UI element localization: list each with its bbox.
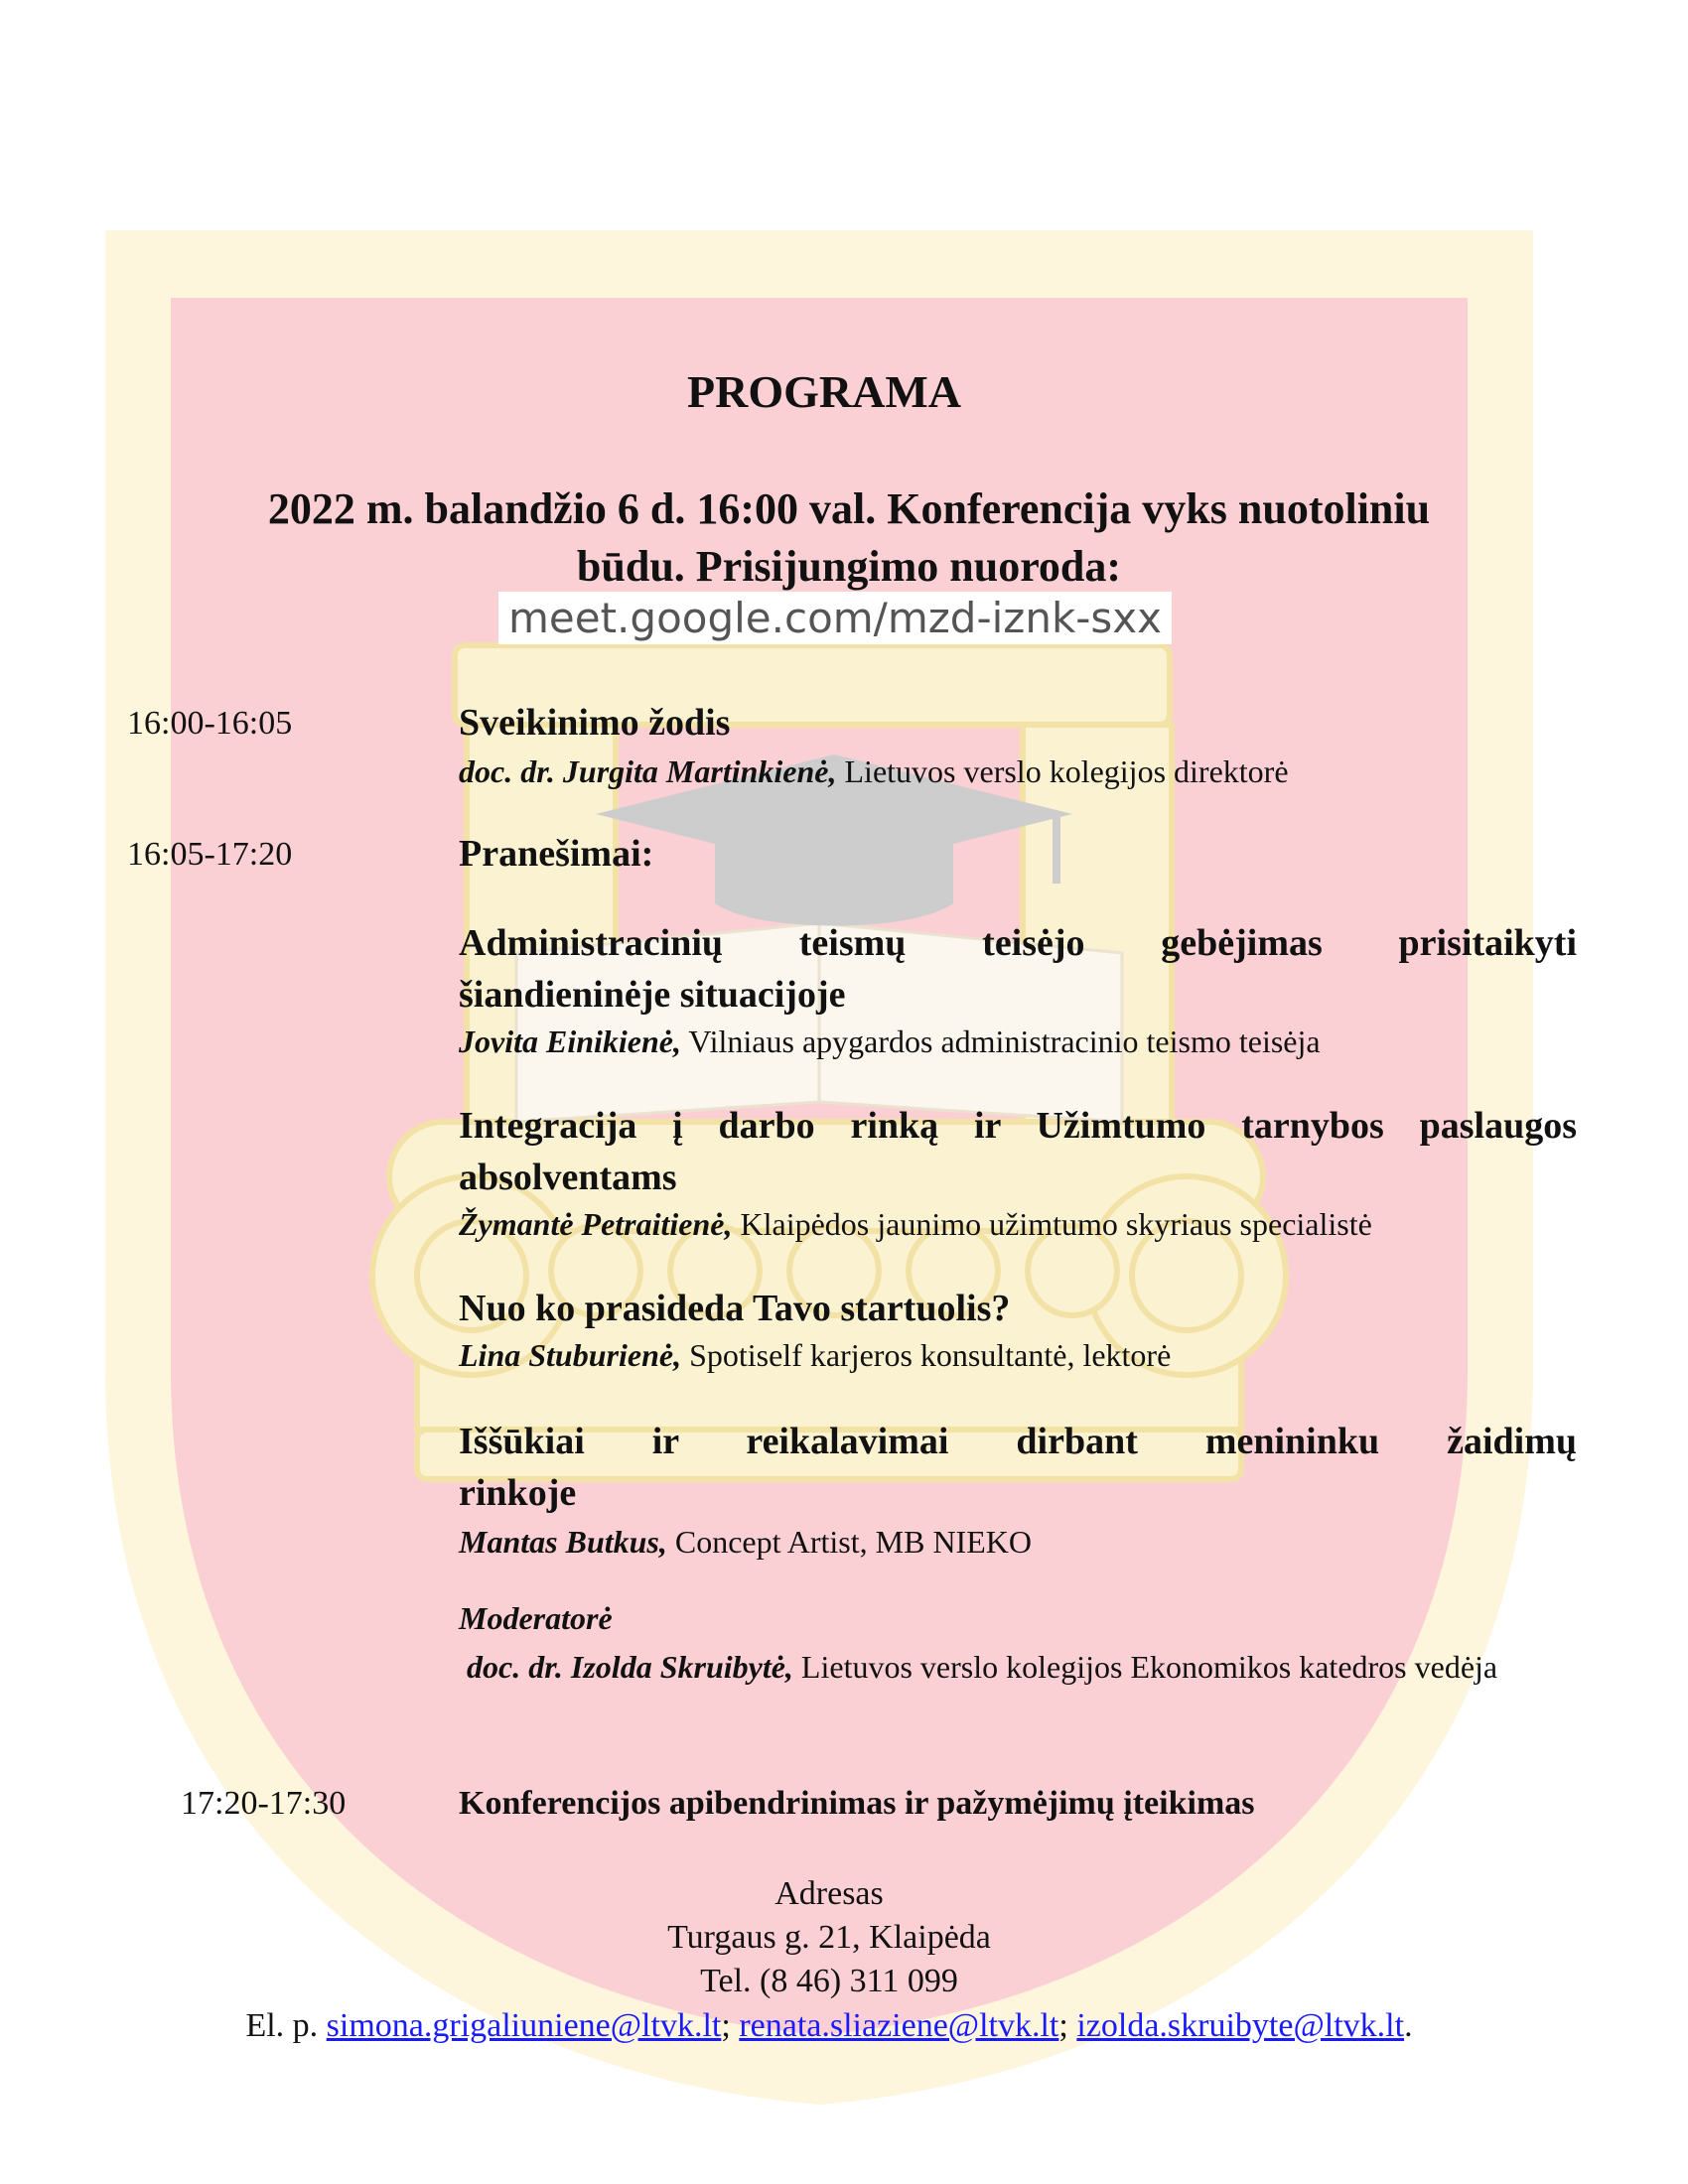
email-link-3[interactable]: izolda.skruibyte@ltvk.lt	[1076, 2007, 1405, 2044]
phone-number: Tel. (8 46) 311 099	[700, 1963, 958, 1999]
address-street: Turgaus g. 21, Klaipėda	[667, 1919, 991, 1956]
talk-1-title	[459, 917, 1577, 1021]
talk-3-title-line-1: Nuo ko prasideda Tavo startuolis?	[459, 1288, 1011, 1329]
page-title: PROGRAMA	[687, 366, 961, 417]
talk-1-title-line-2: šiandieninėje situacijoje	[459, 974, 846, 1016]
time-slot-3: 17:20-17:30	[181, 1785, 347, 1822]
talk-2-title-line-1: Integracija į darbo rinką ir Užimtumo tarnybos paslaugos	[459, 1105, 1577, 1147]
speaker-name: Lina Stuburienė,	[459, 1337, 682, 1373]
talk-4-title	[459, 1416, 1577, 1519]
talk-1-speaker	[459, 1019, 1577, 1064]
speaker-role: Vilniaus apygardos administracinio teismo teisėja	[681, 1024, 1321, 1059]
email-line	[0, 2007, 1658, 2045]
email-end: .	[1404, 2007, 1413, 2044]
speaker-name: Mantas Butkus,	[459, 1524, 667, 1560]
presentations-heading: Pranešimai:	[459, 833, 654, 875]
speaker-name: doc. dr. Jurgita Martinkienė,	[459, 753, 837, 789]
talk-2-speaker	[459, 1201, 1577, 1247]
speaker-role: Klaipėdos jaunimo užimtumo skyriaus specialistė	[732, 1206, 1372, 1242]
speaker-role: Lietuvos verslo kolegijos direktorė	[836, 753, 1289, 789]
talk-1-title-line-1: Administracinių teismų teisėjo gebėjimas prisitaikyti	[459, 922, 1577, 964]
moderator-info	[459, 1644, 1577, 1690]
conference-date-info	[149, 480, 1549, 596]
welcome-heading: Sveikinimo žodis	[459, 702, 731, 744]
email-link-1[interactable]: simona.grigaliuniene@ltvk.lt	[326, 2007, 722, 2044]
speaker-role: Spotiself karjeros konsultantė, lektorė	[681, 1337, 1172, 1373]
time-slot-2: 16:05-17:20	[127, 836, 293, 873]
welcome-speaker	[459, 749, 1577, 794]
email-separator: ;	[1058, 2007, 1077, 2044]
email-link-2[interactable]: renata.sliaziene@ltvk.lt	[739, 2007, 1059, 2044]
moderator-label: Moderatorė	[459, 1600, 613, 1636]
moderator-name: doc. dr. Izolda Skruibytė,	[467, 1649, 793, 1685]
talk-2-title	[459, 1100, 1577, 1203]
address-label: Adresas	[774, 1875, 884, 1912]
address-block	[0, 1872, 1658, 2003]
talk-4-title-line-2: rinkoje	[459, 1472, 577, 1514]
speaker-role: Concept Artist, MB NIEKO	[666, 1524, 1032, 1560]
talk-2-title-line-2: absolventams	[459, 1157, 677, 1198]
moderator-role: Lietuvos verslo kolegijos Ekonomikos katedros vedėja	[792, 1649, 1498, 1685]
speaker-name: Žymantė Petraitienė,	[459, 1206, 733, 1242]
meeting-link[interactable]: meet.google.com/mzd-iznk-sxx	[498, 592, 1172, 644]
time-slot-1: 16:00-16:05	[127, 705, 293, 742]
email-prefix: El. p.	[245, 2007, 327, 2044]
talk-3-title	[459, 1283, 1577, 1334]
talk-4-speaker	[459, 1519, 1577, 1565]
speaker-name: Jovita Einikienė,	[459, 1024, 681, 1059]
date-line-1: 2022 m. balandžio 6 d. 16:00 val. Konferencija vyks nuotoliniu	[267, 484, 1431, 533]
date-line-2: būdu. Prisijungimo nuoroda:	[576, 542, 1122, 591]
closing-heading: Konferencijos apibendrinimas ir pažymėjimų įteikimas	[459, 1785, 1255, 1822]
talk-4-title-line-1: Iššūkiai ir reikalavimai dirbant menininku žaidimų	[459, 1421, 1577, 1462]
email-separator: ;	[721, 2007, 740, 2044]
talk-3-speaker	[459, 1332, 1577, 1378]
